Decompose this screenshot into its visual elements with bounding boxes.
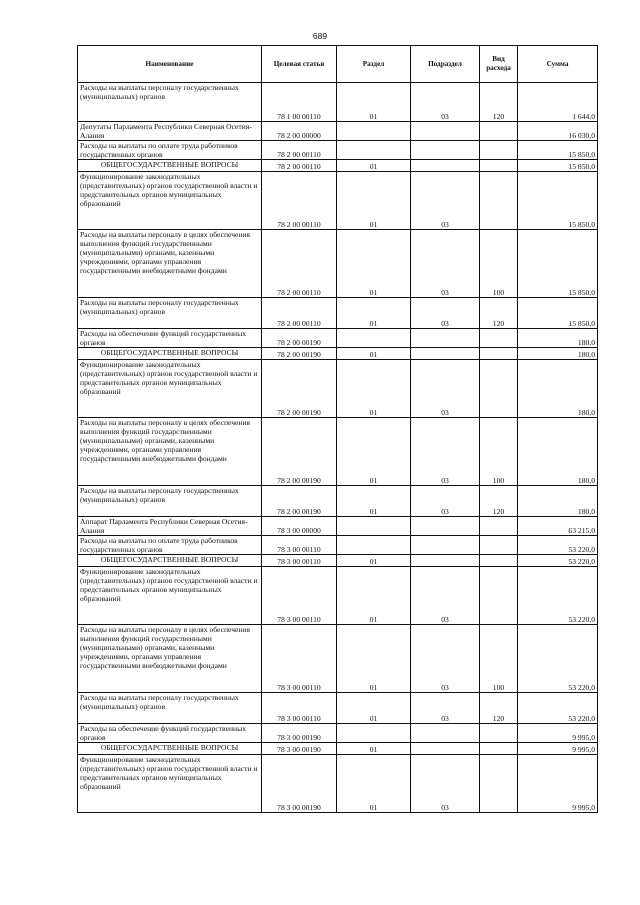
cell-subsection: 03 [411, 567, 480, 625]
cell-expense-type [480, 172, 518, 230]
cell-target: 78 2 00 00110 [262, 141, 337, 160]
cell-expense-type [480, 517, 518, 536]
cell-name: Расходы на выплаты персоналу в целях обеспечения выполнения функций государственными (муниципальными) органами, казенными учреждениями, органами управления государственными внебюджетными фондами [78, 230, 262, 298]
cell-subsection: 03 [411, 172, 480, 230]
cell-section: 01 [337, 486, 411, 517]
cell-amount: 180,0 [518, 486, 598, 517]
cell-section: 01 [337, 172, 411, 230]
cell-amount: 180,0 [518, 418, 598, 486]
cell-target: 78 3 00 00190 [262, 724, 337, 743]
cell-expense-type [480, 724, 518, 743]
cell-target: 78 3 00 00110 [262, 625, 337, 693]
cell-section: 01 [337, 755, 411, 813]
cell-amount: 180,0 [518, 360, 598, 418]
cell-section [337, 517, 411, 536]
cell-section: 01 [337, 160, 411, 172]
cell-target: 78 2 00 00190 [262, 360, 337, 418]
cell-subsection: 03 [411, 625, 480, 693]
cell-section: 01 [337, 348, 411, 360]
cell-subsection [411, 348, 480, 360]
cell-amount: 53 220,0 [518, 536, 598, 555]
cell-subsection: 03 [411, 360, 480, 418]
cell-amount: 16 030,0 [518, 122, 598, 141]
cell-section: 01 [337, 567, 411, 625]
cell-expense-type [480, 360, 518, 418]
cell-subsection [411, 122, 480, 141]
cell-section [337, 724, 411, 743]
table-row [78, 360, 598, 418]
cell-section: 01 [337, 360, 411, 418]
cell-name: Расходы на выплаты персоналу государственных (муниципальных) органов [78, 486, 262, 517]
cell-amount: 15 850,0 [518, 141, 598, 160]
table-row [78, 517, 598, 536]
cell-target: 78 3 00 00110 [262, 555, 337, 567]
table-row [78, 172, 598, 230]
cell-target: 78 3 00 00190 [262, 743, 337, 755]
cell-expense-type: 120 [480, 486, 518, 517]
header-name: Наименование [78, 46, 262, 83]
cell-subsection [411, 329, 480, 348]
cell-section: 01 [337, 418, 411, 486]
table-row [78, 625, 598, 693]
table-row [78, 555, 598, 567]
cell-name: Аппарат Парламента Республики Северная Осетия-Алания [78, 517, 262, 536]
cell-section: 01 [337, 230, 411, 298]
cell-name: Функционирование законодательных (представительных) органов государственной власти и представительных органов муниципальных образований [78, 360, 262, 418]
cell-subsection: 03 [411, 418, 480, 486]
cell-name: ОБЩЕГОСУДАРСТВЕННЫЕ ВОПРОСЫ [78, 348, 262, 360]
cell-expense-type: 120 [480, 693, 518, 724]
cell-amount: 53 220,0 [518, 693, 598, 724]
header-amount: Сумма [518, 46, 598, 83]
cell-expense-type [480, 755, 518, 813]
cell-section: 01 [337, 298, 411, 329]
cell-target: 78 2 00 00110 [262, 160, 337, 172]
cell-amount: 53 220,0 [518, 555, 598, 567]
cell-subsection: 03 [411, 693, 480, 724]
table-body [78, 83, 598, 813]
header-target: Целевая статья [262, 46, 337, 83]
cell-name: Расходы на выплаты персоналу в целях обеспечения выполнения функций государственными (муниципальными) органами, казенными учреждениями, органами управления государственными внебюджетными фондами [78, 418, 262, 486]
cell-subsection [411, 536, 480, 555]
cell-expense-type [480, 555, 518, 567]
table-row [78, 122, 598, 141]
cell-section: 01 [337, 743, 411, 755]
cell-name: Расходы на выплаты персоналу государственных (муниципальных) органов [78, 693, 262, 724]
cell-subsection: 03 [411, 755, 480, 813]
cell-name: Функционирование законодательных (представительных) органов государственной власти и представительных органов муниципальных образований [78, 172, 262, 230]
cell-subsection: 03 [411, 83, 480, 122]
cell-name: Функционирование законодательных (представительных) органов государственной власти и представительных органов муниципальных образований [78, 567, 262, 625]
cell-name: Расходы на обеспечение функций государственных органов [78, 329, 262, 348]
header-section: Раздел [337, 46, 411, 83]
cell-expense-type [480, 743, 518, 755]
table-row [78, 567, 598, 625]
cell-section: 01 [337, 625, 411, 693]
cell-subsection: 03 [411, 230, 480, 298]
cell-amount: 9 995,0 [518, 755, 598, 813]
cell-subsection [411, 743, 480, 755]
table-row [78, 298, 598, 329]
table-row [78, 141, 598, 160]
table-row [78, 348, 598, 360]
cell-expense-type: 100 [480, 230, 518, 298]
cell-target: 78 1 00 00110 [262, 83, 337, 122]
cell-expense-type: 120 [480, 83, 518, 122]
cell-target: 78 2 00 00190 [262, 418, 337, 486]
page-number: 689 [312, 31, 328, 41]
cell-target: 78 3 00 00110 [262, 536, 337, 555]
cell-name: Функционирование законодательных (представительных) органов государственной власти и представительных органов муниципальных образований [78, 755, 262, 813]
cell-subsection [411, 141, 480, 160]
cell-target: 78 2 00 00000 [262, 122, 337, 141]
cell-amount: 180,0 [518, 348, 598, 360]
cell-amount: 9 995,0 [518, 743, 598, 755]
cell-expense-type [480, 536, 518, 555]
cell-amount: 15 850,0 [518, 160, 598, 172]
cell-expense-type: 100 [480, 625, 518, 693]
cell-target: 78 3 00 00000 [262, 517, 337, 536]
cell-expense-type [480, 141, 518, 160]
cell-name: ОБЩЕГОСУДАРСТВЕННЫЕ ВОПРОСЫ [78, 160, 262, 172]
cell-name: Расходы на обеспечение функций государственных органов [78, 724, 262, 743]
table-row [78, 329, 598, 348]
table-row [78, 743, 598, 755]
cell-target: 78 2 00 00190 [262, 329, 337, 348]
cell-target: 78 3 00 00110 [262, 693, 337, 724]
cell-target: 78 2 00 00110 [262, 172, 337, 230]
cell-subsection [411, 555, 480, 567]
cell-expense-type [480, 122, 518, 141]
cell-section: 01 [337, 83, 411, 122]
cell-target: 78 2 00 00110 [262, 230, 337, 298]
table-row [78, 83, 598, 122]
cell-expense-type: 100 [480, 418, 518, 486]
cell-name: Расходы на выплаты персоналу в целях обеспечения выполнения функций государственными (муниципальными) органами, казенными учреждениями, органами управления государственными внебюджетными фондами [78, 625, 262, 693]
cell-name: ОБЩЕГОСУДАРСТВЕННЫЕ ВОПРОСЫ [78, 743, 262, 755]
cell-expense-type [480, 329, 518, 348]
cell-name: Расходы на выплаты по оплате труда работников государственных органов [78, 141, 262, 160]
cell-expense-type [480, 567, 518, 625]
cell-amount: 180,0 [518, 329, 598, 348]
cell-expense-type [480, 160, 518, 172]
cell-target: 78 3 00 00190 [262, 755, 337, 813]
cell-name: Депутаты Парламента Республики Северная Осетия-Алания [78, 122, 262, 141]
table-row [78, 755, 598, 813]
cell-amount: 1 644,0 [518, 83, 598, 122]
cell-subsection: 03 [411, 486, 480, 517]
table-row [78, 486, 598, 517]
cell-name: ОБЩЕГОСУДАРСТВЕННЫЕ ВОПРОСЫ [78, 555, 262, 567]
cell-amount: 15 850,0 [518, 230, 598, 298]
cell-target: 78 2 00 00190 [262, 348, 337, 360]
table-header-row [78, 46, 598, 83]
header-subsection: Подраздел [411, 46, 480, 83]
cell-amount: 63 215,0 [518, 517, 598, 536]
cell-target: 78 2 00 00190 [262, 486, 337, 517]
cell-subsection: 03 [411, 298, 480, 329]
cell-subsection [411, 160, 480, 172]
cell-target: 78 2 00 00110 [262, 298, 337, 329]
table-row [78, 230, 598, 298]
cell-expense-type [480, 348, 518, 360]
cell-section [337, 536, 411, 555]
cell-name: Расходы на выплаты по оплате труда работников государственных органов [78, 536, 262, 555]
cell-expense-type: 120 [480, 298, 518, 329]
table-row [78, 418, 598, 486]
table-row [78, 724, 598, 743]
cell-amount: 15 850,0 [518, 298, 598, 329]
cell-amount: 53 220,0 [518, 625, 598, 693]
cell-amount: 9 995,0 [518, 724, 598, 743]
cell-section: 01 [337, 693, 411, 724]
cell-subsection [411, 517, 480, 536]
table-row [78, 160, 598, 172]
cell-name: Расходы на выплаты персоналу государственных (муниципальных) органов [78, 298, 262, 329]
budget-table [77, 45, 598, 813]
cell-amount: 15 850,0 [518, 172, 598, 230]
table-row [78, 536, 598, 555]
cell-target: 78 3 00 00110 [262, 567, 337, 625]
cell-section [337, 122, 411, 141]
cell-section [337, 141, 411, 160]
cell-amount: 53 220,0 [518, 567, 598, 625]
cell-section: 01 [337, 555, 411, 567]
cell-subsection [411, 724, 480, 743]
cell-name: Расходы на выплаты персоналу государственных (муниципальных) органов [78, 83, 262, 122]
header-expense-type: Вид расхода [480, 46, 518, 83]
table-row [78, 693, 598, 724]
cell-section [337, 329, 411, 348]
